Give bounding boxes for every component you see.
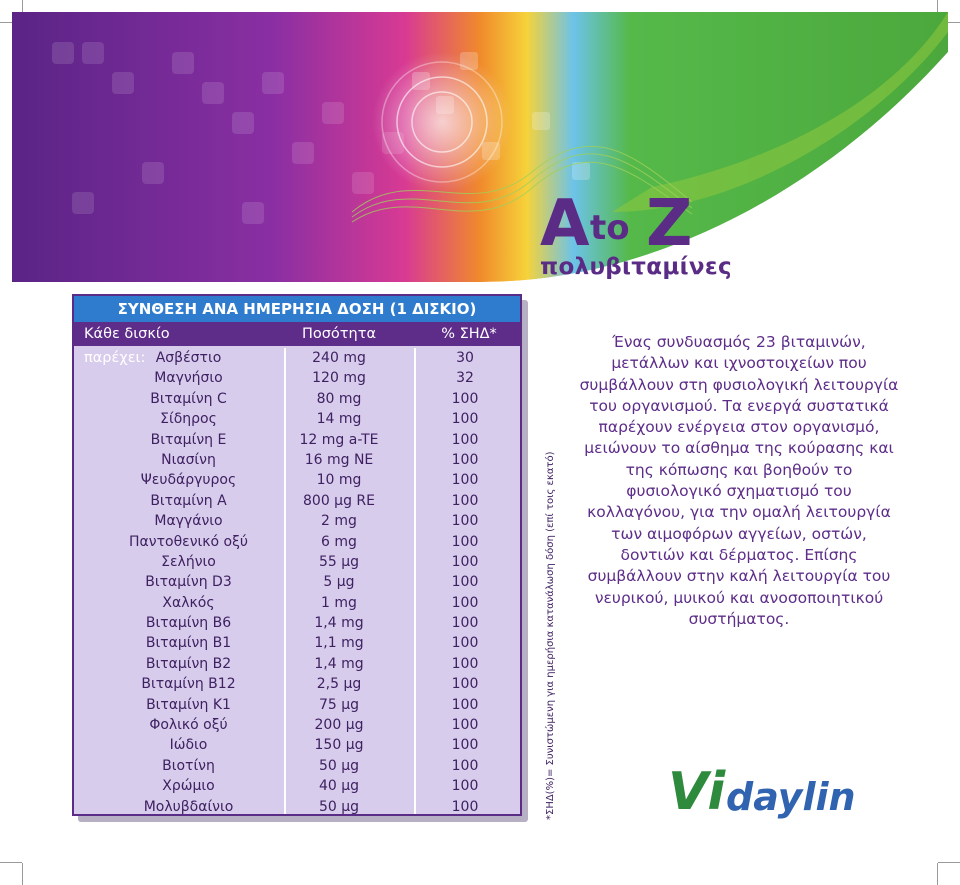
footnote: *ΣΗΔ(%)= Συνιστώμενη για ημερήσια κατανάλωση δόση (επί τοις εκατό) — [545, 451, 556, 820]
nutrient-pct: 30 — [456, 350, 474, 366]
table-row — [74, 389, 520, 409]
nutrient-pct: 100 — [451, 717, 479, 734]
table-row — [74, 409, 520, 429]
vidaylin-logo — [668, 760, 868, 830]
nutrient-name: Βιταμίνη B2 — [145, 655, 232, 672]
header-name: Κάθε δισκίο παρέχει: — [84, 326, 170, 366]
nutrient-qty: 6 mg — [321, 533, 357, 550]
nutrient-name: Βιταμίνη B12 — [141, 676, 236, 693]
brand-vi: Vi — [668, 762, 726, 822]
logo-subtitle: πολυβιταμίνες — [540, 254, 732, 280]
nutrient-qty: 12 mg a-TE — [299, 431, 379, 448]
nutrient-qty: 55 μg — [318, 553, 360, 570]
nutrient-qty: 1,4 mg — [314, 655, 364, 672]
nutrient-qty: 150 μg — [314, 737, 364, 754]
nutrient-name: Χρώμιο — [162, 778, 215, 795]
nutrient-pct: 100 — [451, 635, 479, 652]
nutrient-name: Βιταμίνη A — [150, 492, 227, 509]
table-row — [74, 491, 520, 511]
table-row — [74, 756, 520, 776]
nutrient-pct: 100 — [451, 411, 479, 428]
header-qty: Ποσότητα — [301, 326, 377, 342]
table-row — [74, 552, 520, 572]
nutrient-pct: 100 — [451, 696, 479, 713]
nutrient-qty: 1,4 mg — [314, 615, 364, 632]
nutrient-pct: 100 — [451, 513, 479, 530]
nutrient-pct: 100 — [451, 737, 479, 754]
table-row — [74, 776, 520, 796]
nutrient-pct: 100 — [451, 553, 479, 570]
table-row — [74, 695, 520, 715]
composition-table — [72, 294, 522, 816]
nutrient-pct: 100 — [451, 778, 479, 795]
table-row — [74, 450, 520, 470]
nutrient-qty: 75 μg — [318, 696, 360, 713]
nutrient-pct: 100 — [451, 492, 479, 509]
table-row — [74, 735, 520, 755]
nutrient-qty: 10 mg — [316, 472, 362, 489]
table-row — [74, 654, 520, 674]
nutrient-pct: 100 — [451, 533, 479, 550]
nutrient-pct: 100 — [451, 594, 479, 611]
product-description: Ένας συνδυασμός 23 βιταμινών, μετάλλων και ιχνοστοιχείων που συμβάλλουν στη φυσιολογική λειτουργία του οργανισμού. Τα ενεργά συστατικά παρέχουν ενέργεια στον οργανισμό, μειώνουν το αίσθημα της κούρασης και της κόπωσης και βοηθούν το φυσιολογικό σχηματισμό του κολλαγόνου, για την ομαλή λειτουργία των αιμοφόρων αγγείων, οστών, δοντιών και δέρματος. Επίσης συμβάλλουν στην καλή λειτουργία του νευρικού, μυικού και ανοσοποιητικού συστήματος. — [579, 333, 899, 628]
nutrient-qty: 16 mg NE — [304, 451, 374, 468]
table-row — [74, 348, 520, 368]
nutrient-qty: 800 μg RE — [303, 492, 375, 509]
nutrient-name: Βιταμίνη D3 — [145, 574, 232, 591]
table-row — [74, 572, 520, 592]
table-row — [74, 470, 520, 490]
table-row — [74, 532, 520, 552]
nutrient-qty: 80 mg — [316, 390, 362, 407]
crop-mark — [938, 862, 960, 863]
nutrient-qty: 200 μg — [314, 717, 364, 734]
nutrient-pct: 100 — [451, 451, 479, 468]
nutrient-name: Βιοτίνη — [162, 757, 215, 774]
nutrient-qty: 50 μg — [318, 757, 360, 774]
nutrient-pct: 100 — [451, 655, 479, 672]
nutrient-pct: 100 — [451, 676, 479, 693]
logo-word-to: to — [590, 208, 630, 248]
nutrient-pct: 100 — [451, 431, 479, 448]
nutrient-name: Βιταμίνη B6 — [145, 615, 232, 632]
nutrient-name: Ασβέστιο — [155, 350, 222, 366]
table-row — [74, 368, 520, 388]
nutrient-qty: 1,1 mg — [314, 635, 364, 652]
table-row — [74, 593, 520, 613]
nutrient-name: Χαλκός — [162, 594, 215, 611]
nutrient-qty: 5 μg — [323, 574, 355, 591]
table-row — [74, 633, 520, 653]
table-row — [74, 674, 520, 694]
nutrient-name: Βιταμίνη B1 — [145, 635, 232, 652]
atoz-logo — [540, 187, 740, 292]
nutrient-pct: 100 — [451, 574, 479, 591]
logo-letter-z: Z — [646, 187, 693, 261]
header-pct: % ΣΗΔ* — [441, 326, 497, 342]
nutrient-pct: 100 — [451, 798, 479, 815]
nutrient-name: Φολικό οξύ — [149, 717, 228, 734]
table-row — [74, 715, 520, 735]
nutrient-pct: 100 — [451, 472, 479, 489]
table-row — [74, 613, 520, 633]
nutrient-name: Ιώδιο — [169, 737, 208, 754]
nutrient-qty: 40 μg — [318, 778, 360, 795]
header-banner — [12, 12, 948, 282]
nutrient-name: Σελήνιο — [161, 553, 216, 570]
nutrient-name: Βιταμίνη E — [150, 431, 227, 448]
crop-mark — [22, 863, 23, 885]
nutrient-qty: 240 mg — [312, 350, 366, 366]
table-row — [74, 797, 520, 817]
nutrient-qty: 50 μg — [318, 798, 360, 815]
nutrient-name: Παντοθενικό οξύ — [129, 533, 248, 550]
table-row — [74, 430, 520, 450]
nutrient-name: Βιταμίνη C — [150, 390, 227, 407]
nutrient-qty: 120 mg — [312, 370, 366, 387]
nutrient-qty: 2 mg — [321, 513, 357, 530]
crop-mark — [0, 862, 22, 863]
logo-letter-a: A — [540, 187, 590, 261]
nutrient-name: Μολυβδαίνιο — [143, 798, 234, 815]
nutrient-qty: 14 mg — [316, 411, 362, 428]
nutrient-name: Σίδηρος — [160, 411, 217, 428]
nutrient-pct: 100 — [451, 390, 479, 407]
nutrient-qty: 1 mg — [321, 594, 357, 611]
nutrient-name: Ψευδάργυρος — [140, 472, 237, 489]
nutrient-name: Βιταμίνη K1 — [146, 696, 231, 713]
nutrient-qty: 2,5 μg — [316, 676, 362, 693]
table-body — [74, 348, 520, 817]
table-title: ΣΥΝΘΕΣΗ ΑΝΑ ΗΜΕΡΗΣΙΑ ΔΟΣΗ (1 ΔΙΣΚΙΟ) — [74, 296, 520, 322]
nutrient-pct: 100 — [451, 757, 479, 774]
nutrient-name: Νιασίνη — [161, 451, 216, 468]
crop-mark — [937, 863, 938, 885]
nutrient-pct: 100 — [451, 615, 479, 632]
nutrient-pct: 32 — [456, 370, 474, 387]
table-row — [74, 511, 520, 531]
nutrient-name: Μαγγάνιο — [154, 513, 223, 530]
brand-daylin: daylin — [726, 775, 856, 819]
nutrient-name: Μαγνήσιο — [154, 370, 223, 387]
